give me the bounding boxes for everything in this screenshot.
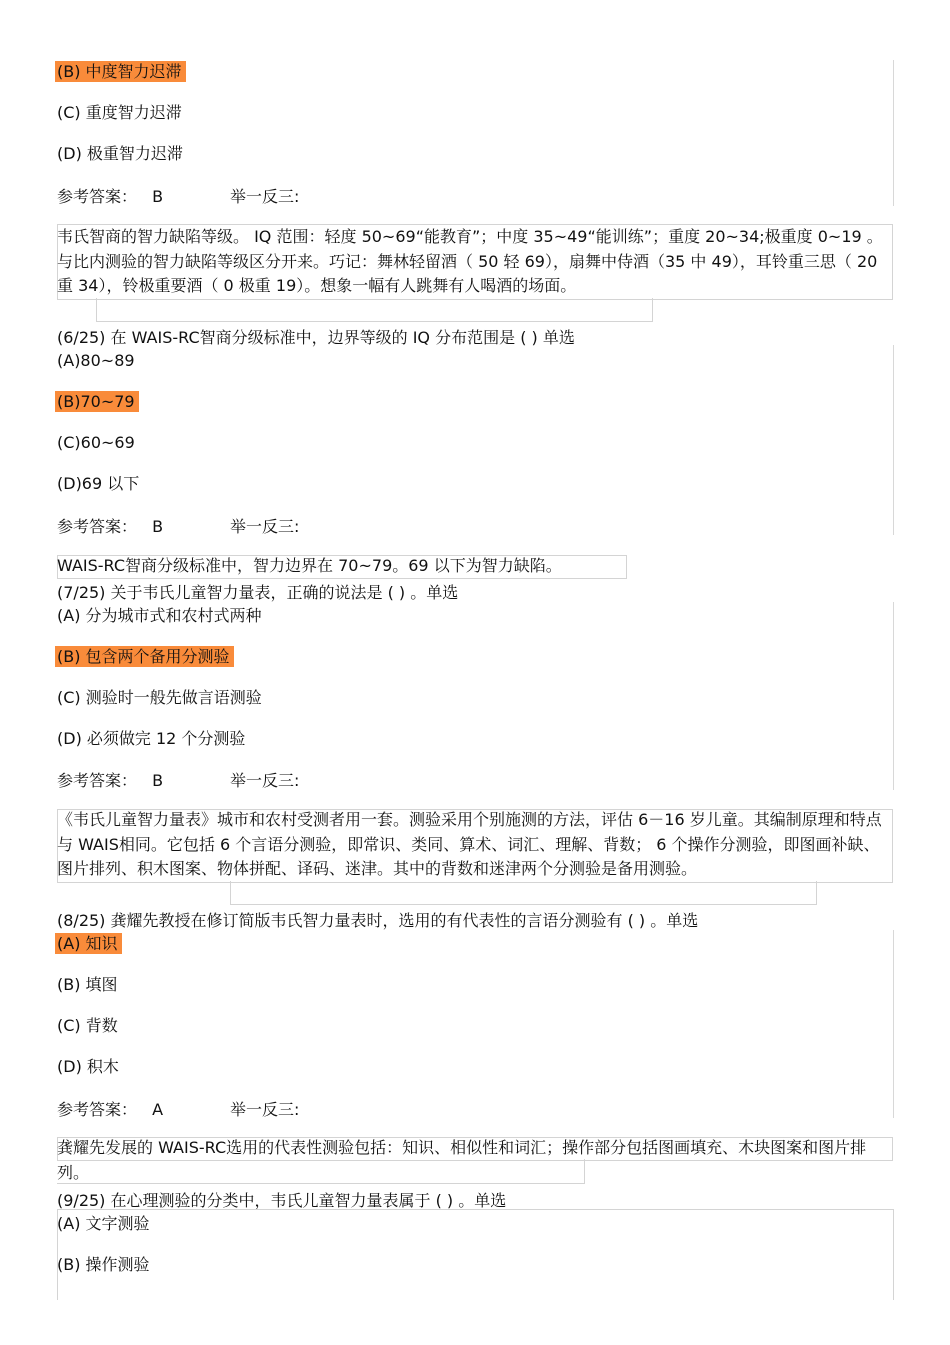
q7-option-c[interactable]: (C) 测验时一般先做言语测验 [57, 688, 262, 707]
q7-answer-row [57, 768, 300, 791]
answer-label: 参考答案： [57, 1100, 138, 1119]
extend-label: 举一反三: [230, 771, 300, 790]
q5-option-b[interactable]: (B) 中度智力迟滞 [57, 61, 186, 83]
extend-label: 举一反三: [230, 1100, 300, 1119]
q7-question: (7/25) 关于韦氏儿童智力量表，正确的说法是 ( ) 。单选 [57, 583, 459, 602]
q9-option-a[interactable]: (A) 文字测验 [57, 1214, 150, 1233]
q5-option-d[interactable]: (D) 极重智力迟滞 [57, 144, 183, 163]
q9-options-frame [57, 1209, 894, 1300]
q6-option-c[interactable]: (C)60~69 [57, 433, 135, 452]
extend-label: 举一反三: [230, 187, 300, 206]
extend-label: 举一反三: [230, 517, 300, 536]
q5-option-c[interactable]: (C) 重度智力迟滞 [57, 103, 182, 122]
q6-option-a[interactable]: (A)80~89 [57, 351, 135, 370]
q8-explanation: 龚耀先发展的 WAIS-RC选用的代表性测验包括：知识、相似性和词汇；操作部分包括图画填充、木块图案和图片排列。 [57, 1138, 867, 1182]
answer-value: B [152, 187, 164, 206]
q6-explanation: WAIS-RC智商分级标准中，智力边界在 70~79。69 以下为智力缺陷。 [57, 556, 562, 575]
q9-option-b[interactable]: (B) 操作测验 [57, 1255, 150, 1274]
answer-label: 参考答案： [57, 187, 138, 206]
q8-option-b[interactable]: (B) 填图 [57, 975, 118, 994]
q8-question: (8/25) 龚耀先教授在修订简版韦氏智力量表时，选用的有代表性的言语分测验有 ( ) 。单选 [57, 911, 699, 930]
answer-value: A [152, 1100, 164, 1119]
q6-option-d[interactable]: (D)69 以下 [57, 474, 140, 493]
q7-explanation: 《韦氏儿童智力量表》城市和农村受测者用一套。测验采用个别施测的方法，评估 6－16 岁儿童。其编制原理和特点与 WAIS相同。它包括 6 个言语分测验，即常识、类同、算术、词汇、理解、背数； 6 个操作分测验，即图画补缺、图片排列、积木图案、物体拼配、译码、迷津。其中的背数和迷津两个分测验是备用测验。 [57, 810, 882, 878]
answer-label: 参考答案： [57, 517, 138, 536]
q5-explanation: 韦氏智商的智力缺陷等级。 IQ 范围：轻度 50~69“能教育”；中度 35~49“能训练”；重度 20~34;极重度 0~19 。与比内测验的智力缺陷等级区分开来。巧记：舞林轻留酒（ 50 轻 69），扇舞中侍酒（35 中 49），耳铃重三思（ 20 重 34），铃极重要酒（ 0 极重 19）。想象一幅有人跳舞有人喝酒的场面。 [57, 227, 883, 295]
q6-question: (6/25) 在 WAIS-RC智商分级标准中，边界等级的 IQ 分布范围是 ( ) 单选 [57, 328, 575, 347]
q7-option-b[interactable]: (B) 包含两个备用分测验 [57, 646, 234, 668]
q8-answer-row [57, 1097, 300, 1120]
q8-options-frame [57, 930, 894, 1118]
q7-option-d[interactable]: (D) 必须做完 12 个分测验 [57, 729, 246, 748]
q6-options-frame [57, 345, 894, 535]
q8-option-d[interactable]: (D) 积木 [57, 1057, 119, 1076]
q7-option-a[interactable]: (A) 分为城市式和农村式两种 [57, 606, 262, 625]
q5-explanation-frame-tail [96, 298, 653, 322]
q6-option-b[interactable]: (B)70~79 [57, 391, 139, 413]
answer-value: B [152, 771, 164, 790]
q8-option-a[interactable]: (A) 知识 [57, 933, 122, 955]
q5-answer-row [57, 184, 300, 207]
q9-question: (9/25) 在心理测验的分类中，韦氏儿童智力量表属于 ( ) 。单选 [57, 1191, 507, 1210]
answer-value: B [152, 517, 164, 536]
q8-option-c[interactable]: (C) 背数 [57, 1016, 118, 1035]
answer-label: 参考答案： [57, 771, 138, 790]
q7-explanation-frame-tail [230, 881, 817, 905]
q6-answer-row [57, 514, 300, 537]
